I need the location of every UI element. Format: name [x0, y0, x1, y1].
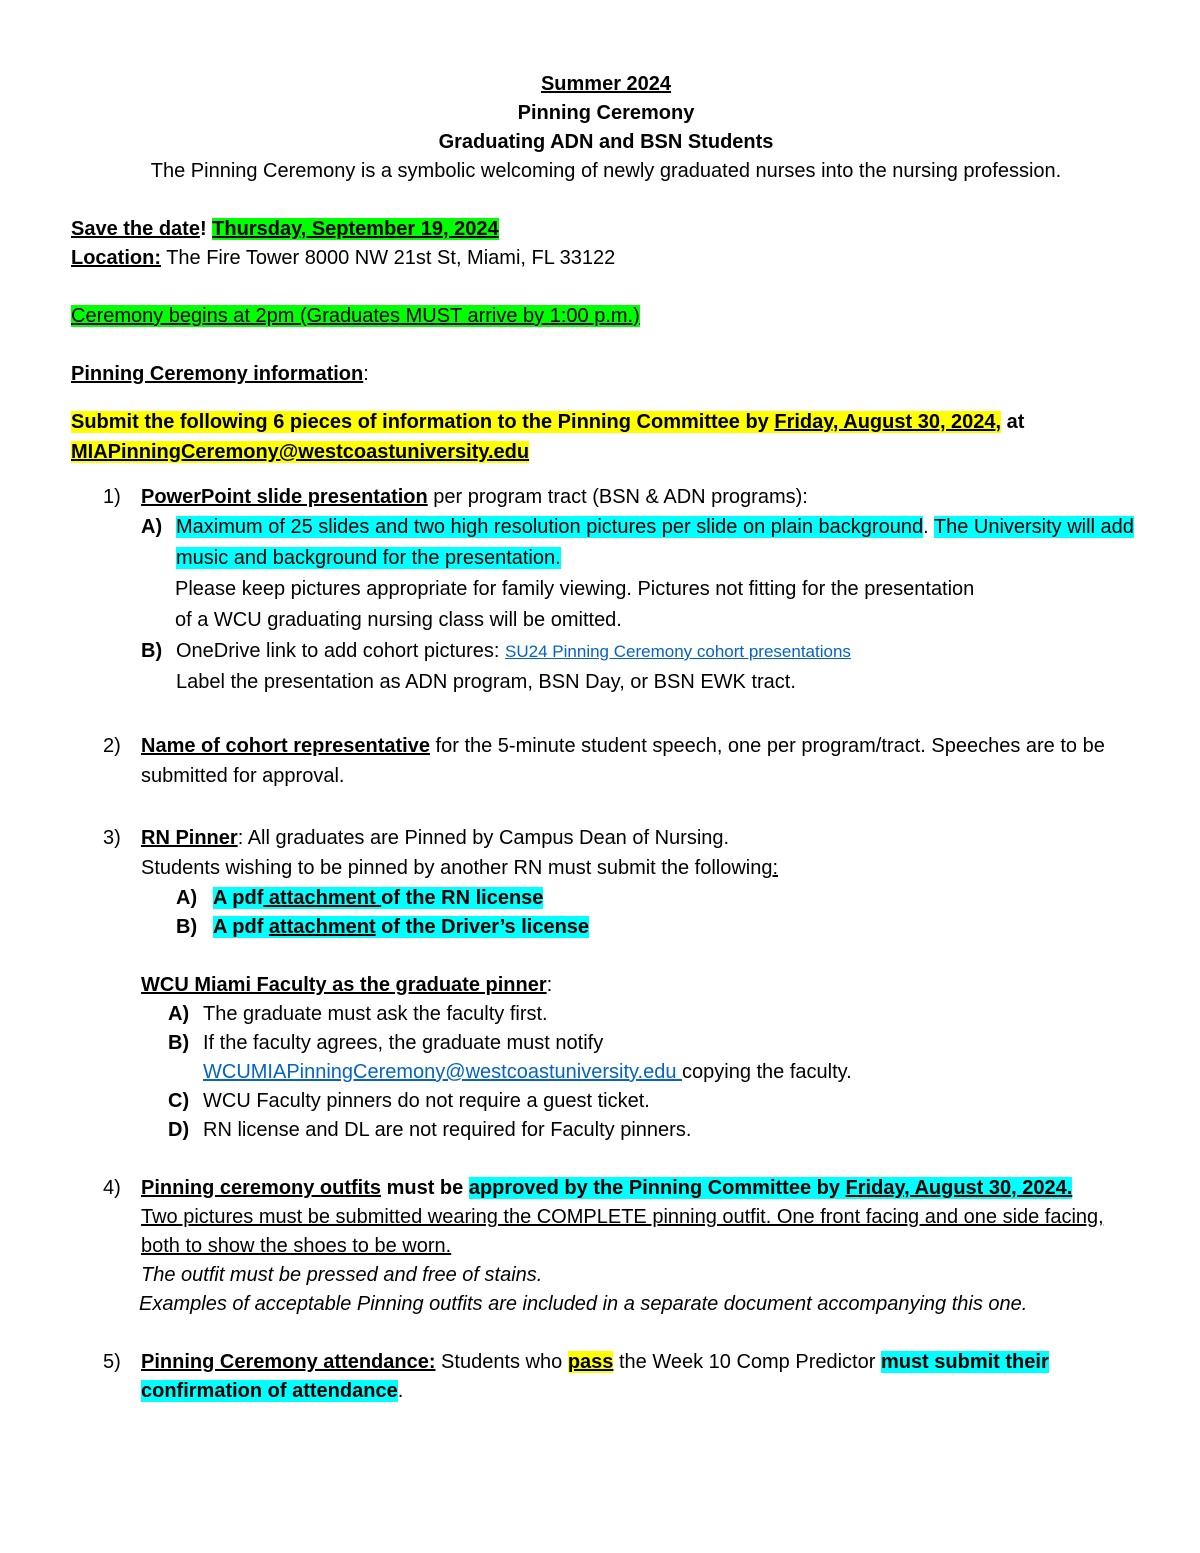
event-date: Thursday, September 19, 2024 [212, 218, 499, 240]
info-heading-line: Pinning Ceremony information: [71, 363, 369, 385]
save-label: Save the date [71, 218, 200, 240]
item1-sub-a: A) Maximum of 25 slides and two high resolution pictures per slide on plain background. The University will add music and background for the presentation. [141, 516, 1134, 569]
submit-email[interactable]: MIAPinningCeremony@westcoastuniversity.edu [71, 441, 530, 463]
item1-sub-b-note: Label the presentation as ADN program, BSN Day, or BSN EWK tract. [176, 671, 796, 693]
list-item-4: 4) Pinning ceremony outfits must be approved by the Pinning Committee by Friday, August 30, 2024. [103, 1177, 1073, 1199]
item3-title: RN Pinner [141, 827, 238, 849]
faculty-sub-b: B) If the faculty agrees, the graduate must notify [168, 1032, 604, 1054]
list-item-5: 5) Pinning Ceremony attendance: Students who pass the Week 10 Comp Predictor must submit their confirmation of attendance. [103, 1351, 1049, 1402]
item2-title: Name of cohort representative [141, 735, 430, 757]
item4-italic-1: The outfit must be pressed and free of stains. [141, 1264, 543, 1286]
faculty-sub-b-line2: WCUMIAPinningCeremony@westcoastuniversity.edu copying the faculty. [203, 1061, 852, 1083]
item4-title: Pinning ceremony outfits [141, 1177, 382, 1199]
faculty-notify-email[interactable]: WCUMIAPinningCeremony@westcoastuniversity.edu [203, 1061, 682, 1083]
location-label: Location: [71, 247, 161, 269]
list-item-2: 2) Name of cohort representative for the 5-minute student speech, one per program/tract. Speeches are to be submitted for approval. [103, 735, 1105, 787]
item1-sub-a-note-2: of a WCU graduating nursing class will be omitted. [175, 609, 622, 631]
submit-instructions: Submit the following 6 pieces of information to the Pinning Committee by Friday, August 30, 2024, at MIAPinningCeremony@westcoastuniversity.edu [71, 411, 1025, 463]
item1-title: PowerPoint slide presentation [141, 486, 428, 508]
outfit-deadline: Friday, August 30, 2024. [845, 1177, 1073, 1199]
list-item-1: 1) PowerPoint slide presentation per program tract (BSN & ADN programs): [103, 486, 808, 508]
submit-deadline: Friday, August 30, 2024, [774, 411, 1002, 433]
list-item-3: 3) RN Pinner: All graduates are Pinned by Campus Dean of Nursing. [103, 827, 730, 849]
item5-title: Pinning Ceremony attendance: [141, 1351, 436, 1373]
faculty-heading: WCU Miami Faculty as the graduate pinner [141, 974, 547, 996]
doc-title: Summer 2024 [540, 73, 672, 95]
doc-intro: The Pinning Ceremony is a symbolic welcoming of newly graduated nurses into the nursing profession. [150, 160, 1062, 182]
faculty-sub-a: A) The graduate must ask the faculty first. [168, 1003, 548, 1025]
ceremony-time-line [71, 302, 1141, 331]
item3-line2: Students wishing to be pinned by another RN must submit the following: [141, 857, 779, 879]
ceremony-time: Ceremony begins at 2pm (Graduates MUST arrive by 1:00 p.m.) [71, 305, 640, 327]
faculty-heading-line: WCU Miami Faculty as the graduate pinner: [141, 974, 553, 996]
item4-italic-2: Examples of acceptable Pinning outfits are included in a separate document accompanying this one. [139, 1293, 1028, 1315]
onedrive-link[interactable]: SU24 Pinning Ceremony cohort presentations [505, 642, 851, 661]
doc-subtitle: Pinning Ceremony [517, 102, 695, 124]
item3-sub-a: A) A pdf attachment of the RN license [176, 887, 544, 909]
doc-subtitle-2: Graduating ADN and BSN Students [438, 131, 774, 153]
info-heading: Pinning Ceremony information [71, 363, 364, 385]
location-value: The Fire Tower 8000 NW 21st St, Miami, FL 33122 [161, 247, 616, 269]
document-page [71, 70, 1141, 1406]
faculty-sub-d: D) RN license and DL are not required for Faculty pinners. [168, 1119, 692, 1141]
location-line [71, 244, 1141, 273]
item3-sub-b: B) A pdf attachment of the Driver’s license [176, 916, 590, 938]
faculty-sub-c: C) WCU Faculty pinners do not require a guest ticket. [168, 1090, 650, 1112]
item1-sub-a-note: Please keep pictures appropriate for family viewing. Pictures not fitting for the presentation [175, 578, 975, 600]
save-the-date-line: Save the date! Thursday, September 19, 2024 [71, 218, 499, 240]
item4-line2: Two pictures must be submitted wearing the COMPLETE pinning outfit. One front facing and one side facing, both to show the shoes to be worn. [141, 1206, 1104, 1257]
item1-sub-b: B) OneDrive link to add cohort pictures: SU24 Pinning Ceremony cohort presentations [141, 640, 851, 662]
